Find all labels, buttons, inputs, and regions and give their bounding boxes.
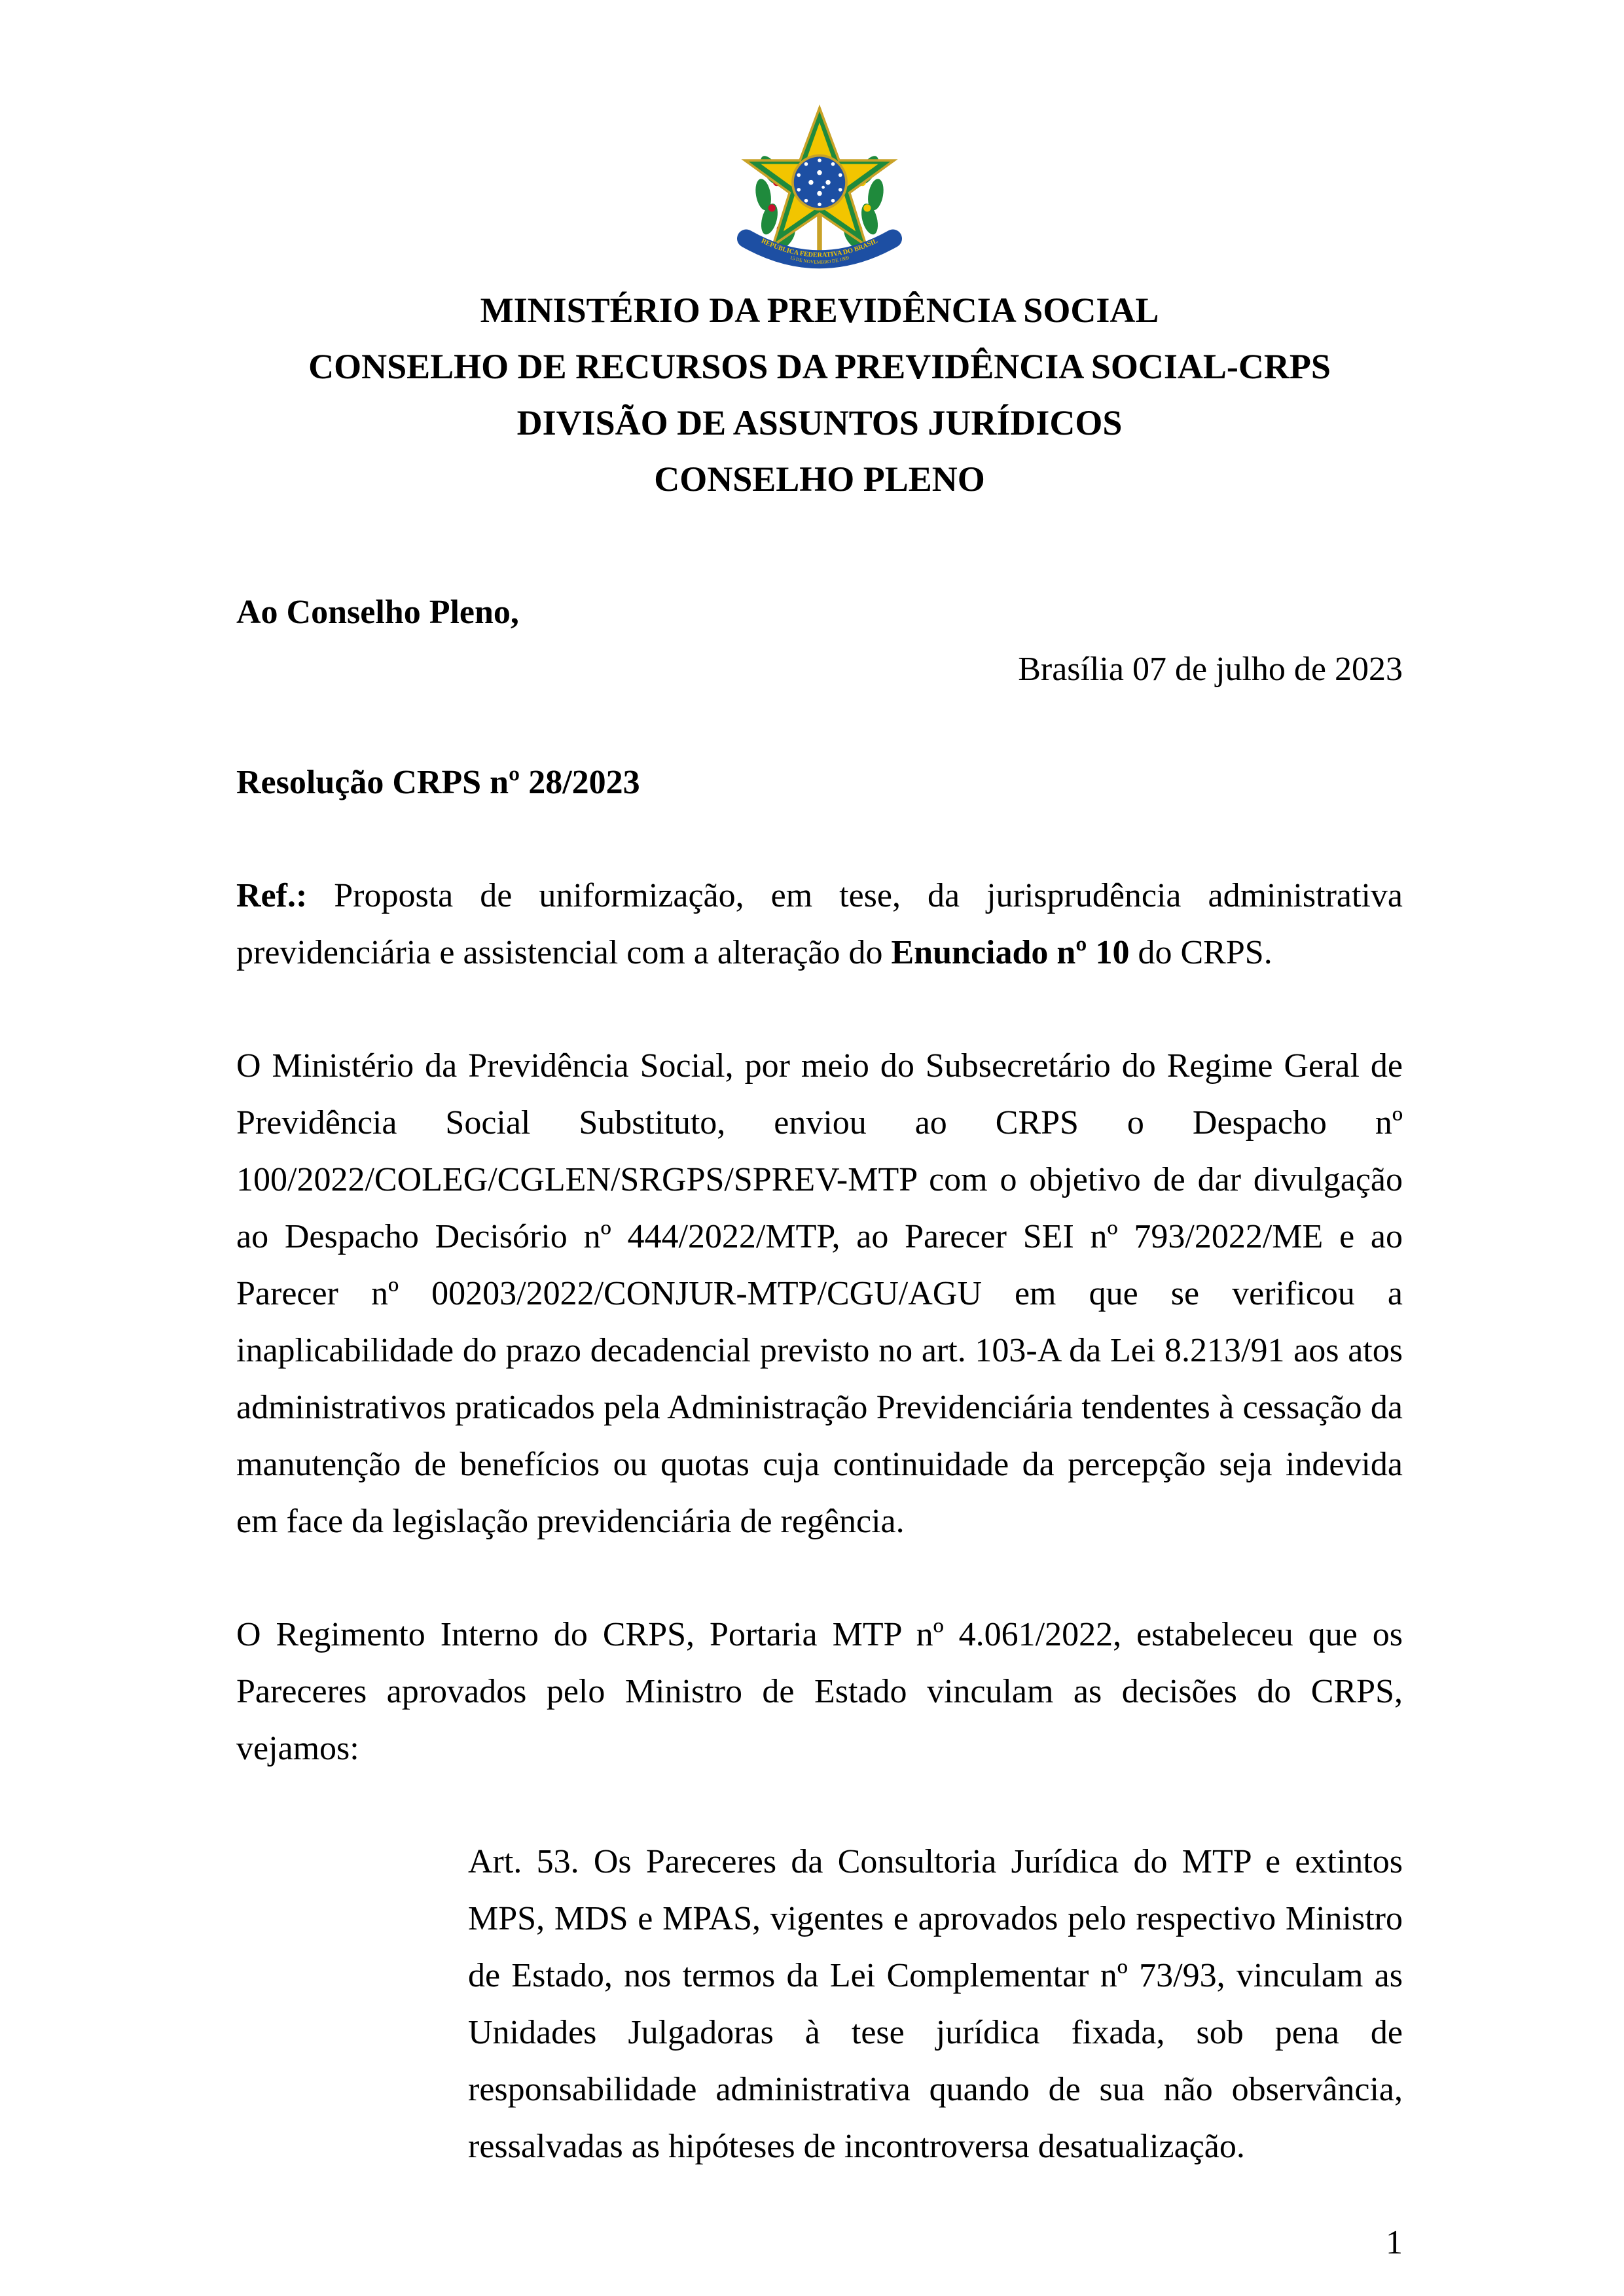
- article-53-quote: Art. 53. Os Pareceres da Consultoria Jurídica do MTP e extintos MPS, MDS e MPAS, vigentes e aprovados pelo respectivo Ministro de Estado, nos termos da Lei Complementar nº 73/93, vinculam as Unidades Julgadoras à tese jurídica fixada, sob pena de responsabilidade administrativa quando de sua não observância, ressalvadas as hipóteses de incontroversa desatualização.: [468, 1843, 1403, 2165]
- body-paragraph-2: O Regimento Interno do CRPS, Portaria MTP nº 4.061/2022, estabeleceu que os Pareceres aprovados pelo Ministro de Estado vinculam as decisões do CRPS, vejamos:: [236, 1616, 1403, 1767]
- document-date: Brasília 07 de julho de 2023: [1018, 651, 1403, 688]
- reference-enunciado: Enunciado nº 10: [891, 934, 1130, 971]
- document-header: [236, 282, 1403, 507]
- ribbon-top-text: REPÚBLICA FEDERATIVA DO BRASIL: [760, 237, 879, 259]
- header-plenary: CONSELHO PLENO: [654, 459, 985, 499]
- coat-of-arms-emblem: [236, 96, 1403, 281]
- resolution-title: Resolução CRPS nº 28/2023: [236, 764, 640, 801]
- header-ministry: MINISTÉRIO DA PREVIDÊNCIA SOCIAL: [480, 291, 1159, 330]
- header-council: CONSELHO DE RECURSOS DA PREVIDÊNCIA SOCIAL-CRPS: [308, 347, 1331, 386]
- body-paragraph-1: O Ministério da Previdência Social, por meio do Subsecretário do Regime Geral de Previdência Social Substituto, enviou ao CRPS o Despacho nº 100/2022/COLEG/CGLEN/SRGPS/SPREV-MTP com o objetivo de dar divulgação ao Despacho Decisório nº 444/2022/MTP, ao Parecer SEI nº 793/2022/ME e ao Parecer nº 00203/2022/CONJUR-MTP/CGU/AGU em que se verificou a inaplicabilidade do prazo decadencial previsto no art. 103-A da Lei 8.213/91 aos atos administrativos praticados pela Administração Previdenciária tendentes à cessação da manutenção de benefícios ou quotas cuja continuidade da percepção seja indevida em face da legislação previdenciária de regência.: [236, 1047, 1403, 1540]
- reference-text-before: Proposta de uniformização, em tese, da jurisprudência administrativa previdenciária e assistencial com a alteração do: [236, 877, 1403, 971]
- reference-label: Ref.:: [236, 877, 308, 914]
- page-number: 1: [1386, 2224, 1403, 2261]
- salutation: Ao Conselho Pleno,: [236, 594, 519, 631]
- brazil-coat-of-arms-icon: [728, 96, 911, 281]
- header-division: DIVISÃO DE ASSUNTOS JURÍDICOS: [516, 403, 1123, 442]
- ribbon-bottom-text: 15 DE NOVEMBRO DE 1889: [789, 254, 850, 265]
- reference-text-after: do CRPS.: [1129, 934, 1272, 971]
- reference-paragraph: [236, 867, 1403, 981]
